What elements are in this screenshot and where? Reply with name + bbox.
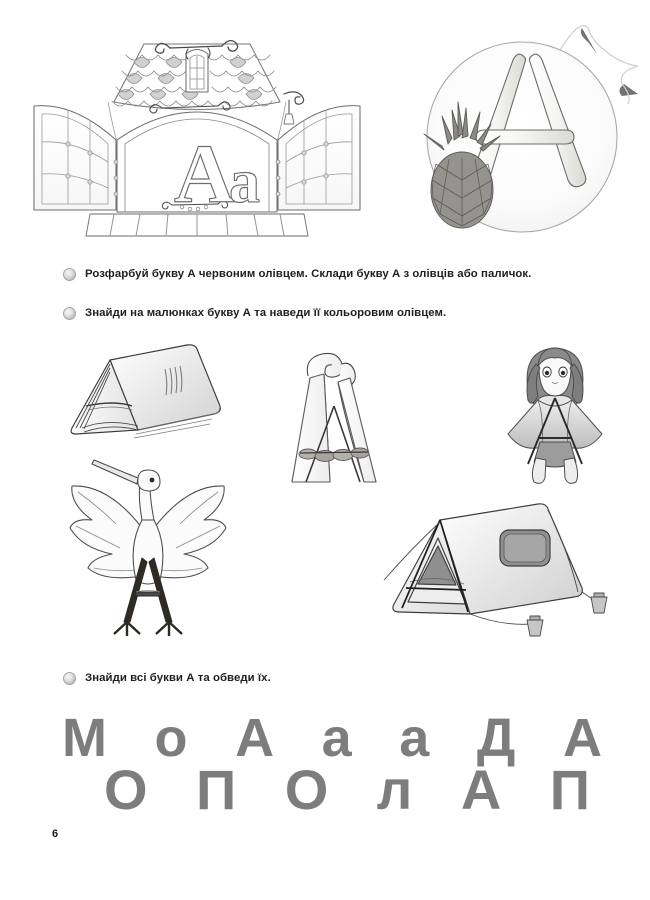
letter-cell[interactable]: л [376, 758, 413, 821]
letter-search-row-2 [104, 757, 590, 822]
instruction-text-1: Розфарбуй букву А червоним олівцем. Склади букву А з олівців або паличок. [85, 267, 532, 280]
bullet-icon [63, 268, 76, 281]
rolled-paper-easel-illustration [272, 342, 402, 487]
left-shutter [34, 106, 118, 210]
letter-cell[interactable]: А [562, 708, 602, 768]
open-book-tent-illustration [62, 342, 252, 462]
letter-cell[interactable]: П [196, 758, 237, 821]
camping-tent-illustration [382, 492, 612, 652]
instruction-text-2: Знайди на малюнках букву А та наведи її кольоровим олівцем. [85, 306, 447, 319]
letter-cell[interactable]: О [284, 758, 329, 821]
letter-cell[interactable]: А [460, 758, 502, 821]
roof-tiles [112, 41, 280, 110]
instruction-row-3 [63, 672, 271, 685]
letter-cell[interactable]: А [235, 708, 275, 768]
bullet-icon [63, 307, 76, 320]
instruction-row-1 [63, 268, 531, 281]
right-shutter [276, 106, 360, 210]
bullet-icon [63, 672, 76, 685]
letter-cell[interactable]: О [104, 758, 148, 821]
letter-cell[interactable]: П [549, 758, 590, 821]
instruction-row-2 [63, 307, 446, 320]
letter-cell[interactable]: а [399, 708, 430, 768]
page-number: 6 [52, 828, 59, 840]
stork-bird-illustration [58, 458, 238, 638]
sticks-letter-a-badge-illustration [392, 12, 642, 252]
letter-cell[interactable]: М [62, 708, 107, 768]
letter-cell[interactable]: Д [476, 708, 516, 768]
letter-cell[interactable]: а [321, 708, 352, 768]
instruction-text-3: Знайди всі букви А та обведи їх. [85, 671, 271, 684]
girl-in-cape-illustration [498, 338, 613, 488]
letter-cell[interactable]: о [154, 708, 188, 768]
house-letter-small: a [229, 148, 260, 216]
house-letter-big: A [174, 128, 235, 221]
house-with-letter-aa-illustration [22, 22, 372, 252]
